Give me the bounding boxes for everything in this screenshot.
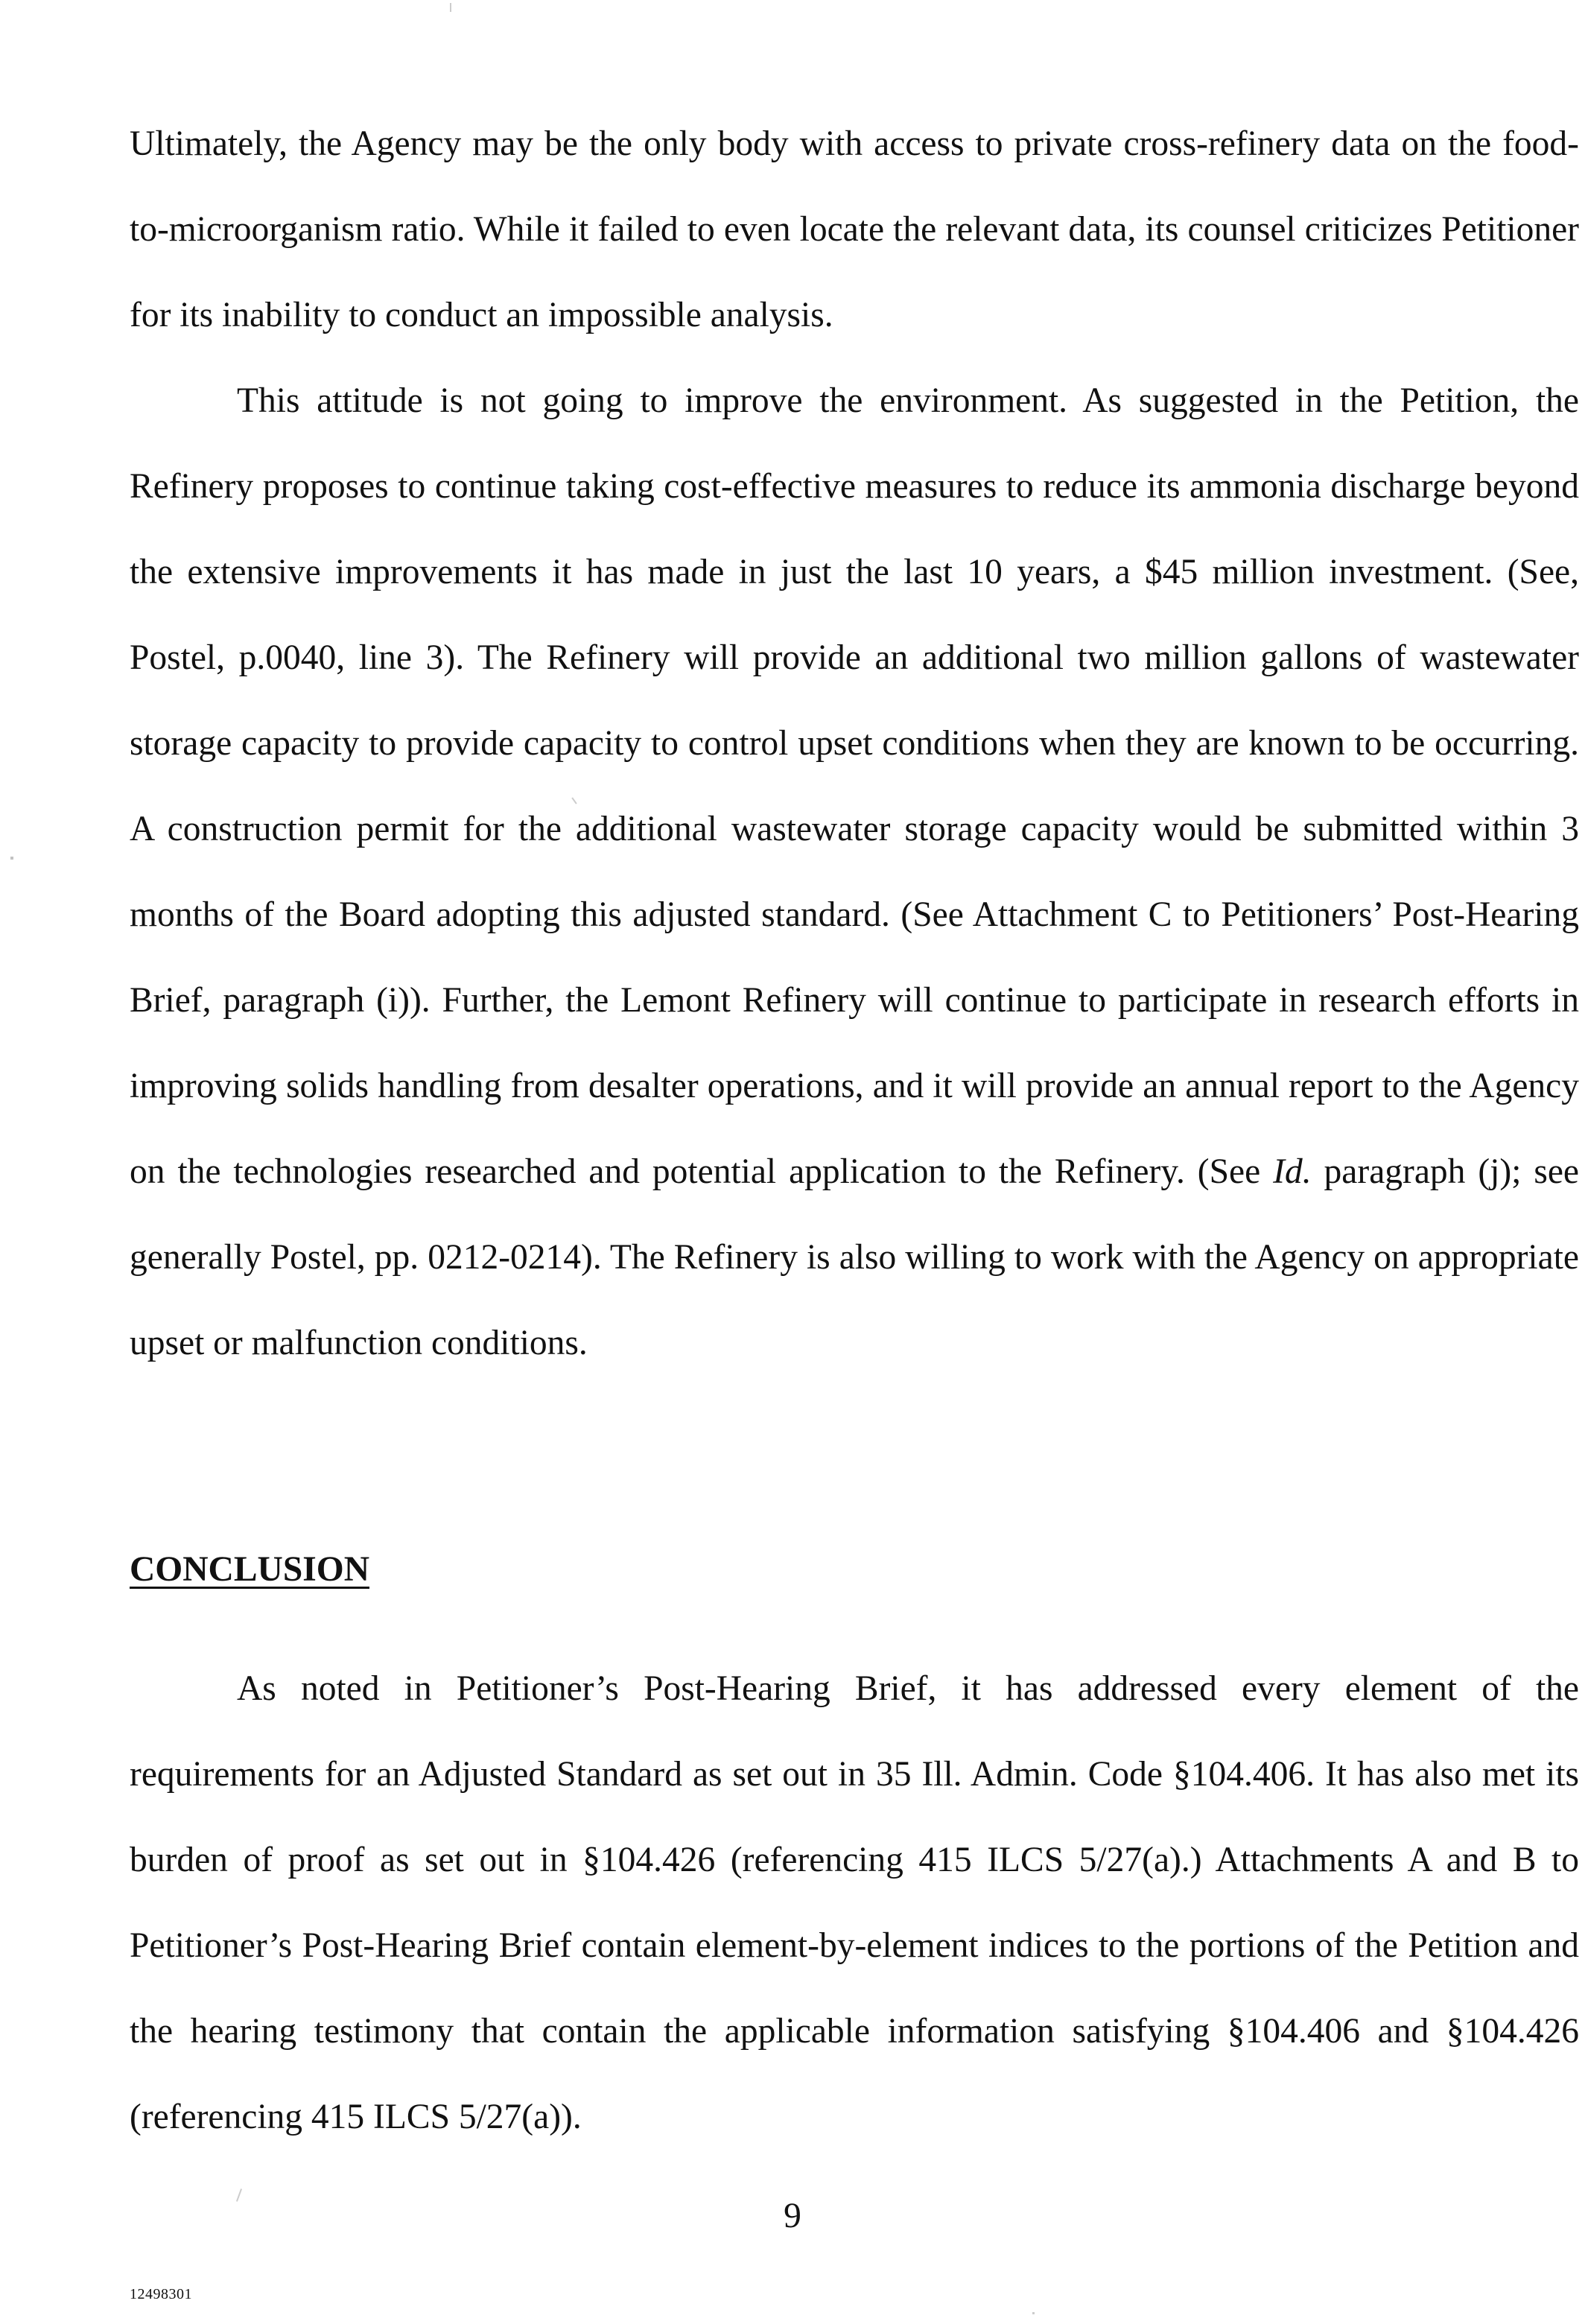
paragraph-conclusion-text: As noted in Petitioner’s Post-Hearing Brief, it has addressed every element of the requirements for an Adjusted Standard as set out in 35 Ill. Admin. Code §104.406. It has also met its burden of proof as set out in §104.426 (referencing 415 ILCS 5/27(a).) Attachments A and B to Petitioner’s Post-Hearing Brief contain element-by-element indices to the portions of the Petition and the hearing testimony that contain the applicable information satisfying §104.406 and §104.426 (referencing 415 ILCS 5/27(a)). — [130, 1669, 1579, 2136]
body-text-top — [130, 101, 1579, 1386]
section-heading-conclusion: CONCLUSION — [130, 1550, 369, 1589]
paragraph-2-text-b: paragraph (j); see generally Postel, pp. 0212-0214). The Refinery is also willing to work with the Agency on appropriate upset or malfunction conditions. — [130, 1152, 1579, 1362]
body-text-conclusion — [130, 1646, 1579, 2160]
scan-mark — [10, 857, 13, 860]
paragraph-1 — [130, 101, 1579, 358]
page-number: 9 — [784, 2197, 801, 2235]
scan-mark — [450, 3, 451, 12]
scan-mark — [1032, 2312, 1035, 2314]
paragraph-2-text-a: This attitude is not going to improve the environment. As suggested in the Petition, the Refinery proposes to continue taking cost-effective measures to reduce its ammonia discharge beyond the extensive improvements it has made in just the last 10 years, a $45 million investment. (See, Postel, p.0040, line 3). The Refinery will provide an additional two million gallons of wastewater storage capacity to provide capacity to control upset conditions when they are known to be occurring. A construction permit for the additional wastewater storage capacity would be submitted within 3 months of the Board adopting this adjusted standard. (See Attachment C to Petitioners’ Post-Hearing Brief, paragraph (i)). Further, the Lemont Refinery will continue to participate in research efforts in improving solids handling from desalter operations, and it will provide an annual report to the Agency on the technologies researched and potential application to the Refinery. (See — [130, 381, 1579, 1191]
paragraph-2-citation-id: Id. — [1273, 1152, 1312, 1191]
document-id: 12498301 — [130, 2286, 192, 2302]
paragraph-conclusion — [130, 1646, 1579, 2160]
paragraph-2 — [130, 358, 1579, 1386]
paragraph-1-text: Ultimately, the Agency may be the only body with access to private cross-refinery data on the food-to-microorganism ratio. While it failed to even locate the relevant data, its counsel criticizes Petitioner for its inability to conduct an impossible analysis. — [130, 124, 1579, 334]
